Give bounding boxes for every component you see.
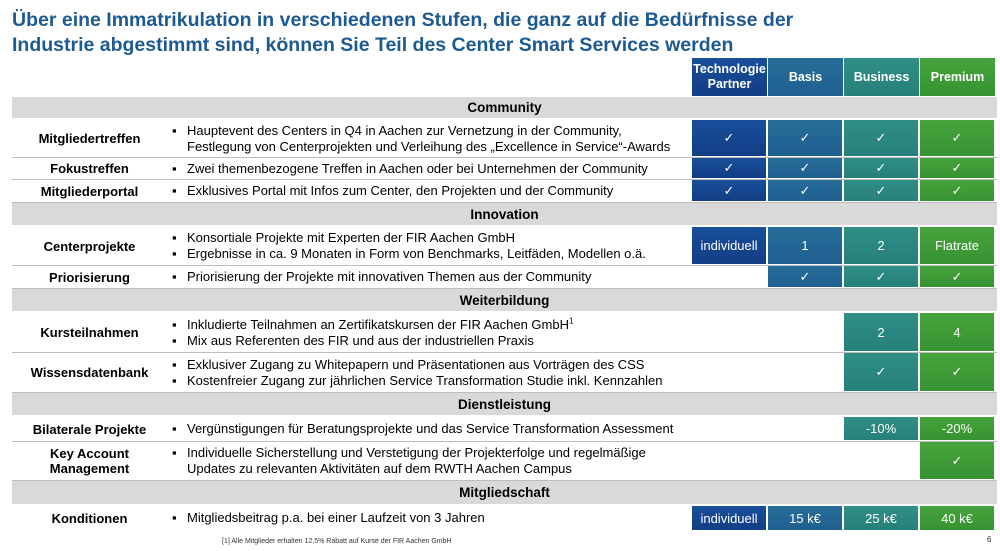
row-description	[172, 180, 692, 202]
bullet-item: ▪ Ergebnisse in ca. 9 Monaten in Form von Benchmarks, Leitfäden, Modellen o.ä.	[172, 246, 692, 262]
cell-basis: ✓	[768, 120, 843, 157]
cell-technologie-partner: ✓	[692, 120, 767, 157]
cell-premium: ✓	[920, 180, 995, 202]
bullet-text: Inkludierte Teilnahmen an Zertifikatskursen der FIR Aachen GmbH	[187, 316, 569, 332]
column-header-business: Business	[844, 58, 919, 96]
cell-business: -10%	[844, 417, 919, 441]
column-header-premium: Premium	[920, 58, 995, 96]
row-label: Fokustreffen	[50, 161, 129, 176]
column-header-line: Technologie	[693, 62, 766, 76]
cell-premium: Flatrate	[920, 227, 995, 265]
cell-basis: ✓	[768, 180, 843, 202]
row-label: Centerprojekte	[43, 238, 136, 254]
cell-premium: -20%	[920, 417, 995, 441]
row-description	[172, 266, 692, 288]
cell-business: ✓	[844, 353, 919, 392]
section-community: Community	[12, 97, 997, 120]
bullet-item: ▪ Konsortiale Projekte mit Experten der FIR Aachen GmbH	[172, 230, 692, 246]
row-description	[172, 227, 692, 265]
bullet-text: Individuelle Sicherstellung und Verstetigung der Projekterfolge und regelmäßige	[187, 445, 646, 460]
cell-business: ✓	[844, 180, 919, 202]
bullet-item: ▪ Vergünstigungen für Beratungsprojekte und das Service Transformation Assessment	[172, 421, 692, 437]
table-row-bilaterale-projekte	[12, 417, 997, 442]
table-row-priorisierung	[12, 266, 997, 289]
cell-business: 25 k€	[844, 506, 919, 530]
bullet-text: Festlegung von Centerprojekten und Verleihung des „Excellence in Service“-Awards	[187, 138, 671, 154]
cell-premium: ✓	[920, 353, 995, 392]
table-row-key-account-management	[12, 442, 997, 481]
row-description	[172, 417, 692, 441]
row-label: Kursteilnahmen	[40, 325, 139, 340]
row-description	[172, 313, 692, 352]
cell-basis: 1	[768, 227, 843, 265]
table-row-centerprojekte	[12, 227, 997, 266]
section-mitgliedschaft: Mitgliedschaft	[12, 481, 997, 506]
column-header-technologie-partner	[692, 58, 767, 96]
bullet-item: ▪ Exklusives Portal mit Infos zum Center, den Projekten und der Community	[172, 183, 692, 199]
bullet-item: ▪ Exklusiver Zugang zu Whitepapern und Präsentationen aus Vorträgen des CSS	[172, 357, 692, 373]
cell-technologie-partner: ✓	[692, 180, 767, 202]
bullet-text: Updates zu relevanten Aktivitäten auf dem RWTH Aachen Campus	[187, 461, 572, 476]
section-innovation: Innovation	[12, 203, 997, 227]
bullet-item: ▪ Zwei themenbezogene Treffen in Aachen oder bei Unternehmen der Community	[172, 161, 692, 177]
slide-title-line-1: Über eine Immatrikulation in verschiedenen Stufen, die ganz auf die Bedürfnisse der	[12, 9, 794, 31]
section-dienstleistung: Dienstleistung	[12, 393, 997, 417]
bullet-item	[172, 123, 692, 155]
cell-business: 2	[844, 227, 919, 265]
cell-premium: 40 k€	[920, 506, 995, 530]
bullet-item: ▪ Kostenfreier Zugang zur jährlichen Service Transformation Studie inkl. Kennzahlen	[172, 373, 692, 389]
bullet-item	[172, 317, 692, 333]
cell-premium: ✓	[920, 266, 995, 288]
row-description	[172, 158, 692, 179]
row-description	[172, 506, 692, 530]
row-label: Bilaterale Projekte	[32, 421, 147, 437]
bullet-item: ▪ Priorisierung der Projekte mit innovativen Themen aus der Community	[172, 269, 692, 285]
table-row-mitgliederportal	[12, 180, 997, 203]
row-label: Konditionen	[51, 510, 128, 526]
row-description	[172, 442, 692, 480]
column-header-basis: Basis	[768, 58, 843, 96]
cell-technologie-partner: ✓	[692, 158, 767, 179]
row-description	[172, 353, 692, 392]
cell-premium: ✓	[920, 120, 995, 157]
cell-business: ✓	[844, 266, 919, 288]
cell-technologie-partner: individuell	[692, 227, 767, 265]
bullet-text: Hauptevent des Centers in Q4 in Aachen zur Vernetzung in der Community,	[187, 122, 622, 138]
table-row-fokustreffen	[12, 158, 997, 180]
row-label: Mitgliedertreffen	[38, 131, 141, 146]
section-weiterbildung: Weiterbildung	[12, 289, 997, 313]
cell-basis: ✓	[768, 266, 843, 288]
cell-basis: 15 k€	[768, 506, 843, 530]
footnote: [1] Alle Mitglieder erhalten 12,5% Rabatt auf Kurse der FIR Aachen GmbH	[222, 538, 452, 545]
cell-premium: 4	[920, 313, 995, 352]
column-header-line: Partner	[707, 77, 752, 91]
row-label	[12, 442, 167, 480]
footnote-marker: 1	[569, 316, 574, 326]
table-row-kursteilnahmen	[12, 313, 997, 353]
row-label-line: Key Account	[50, 446, 129, 461]
table-row-konditionen	[12, 506, 997, 530]
row-label: Wissensdatenbank	[30, 365, 149, 380]
page-number: 6	[987, 535, 992, 544]
cell-business: ✓	[844, 158, 919, 179]
table-row-wissensdatenbank	[12, 353, 997, 393]
bullet-item	[172, 445, 692, 477]
row-label-line: Management	[49, 461, 130, 476]
cell-business: ✓	[844, 120, 919, 157]
cell-basis: ✓	[768, 158, 843, 179]
row-description	[172, 120, 692, 157]
table-row-mitgliedertreffen	[12, 120, 997, 158]
bullet-item: ▪ Mix aus Referenten des FIR und aus der industriellen Praxis	[172, 333, 692, 349]
cell-premium: ✓	[920, 158, 995, 179]
cell-premium: ✓	[920, 442, 995, 480]
row-label: Priorisierung	[49, 269, 130, 285]
bullet-item: ▪ Mitgliedsbeitrag p.a. bei einer Laufzeit von 3 Jahren	[172, 510, 692, 526]
slide-title-line-2: Industrie abgestimmt sind, können Sie Teil des Center Smart Services werden	[12, 34, 734, 56]
slide-title	[12, 8, 912, 58]
row-label: Mitgliederportal	[40, 183, 139, 199]
cell-technologie-partner: individuell	[692, 506, 767, 530]
cell-business: 2	[844, 313, 919, 352]
